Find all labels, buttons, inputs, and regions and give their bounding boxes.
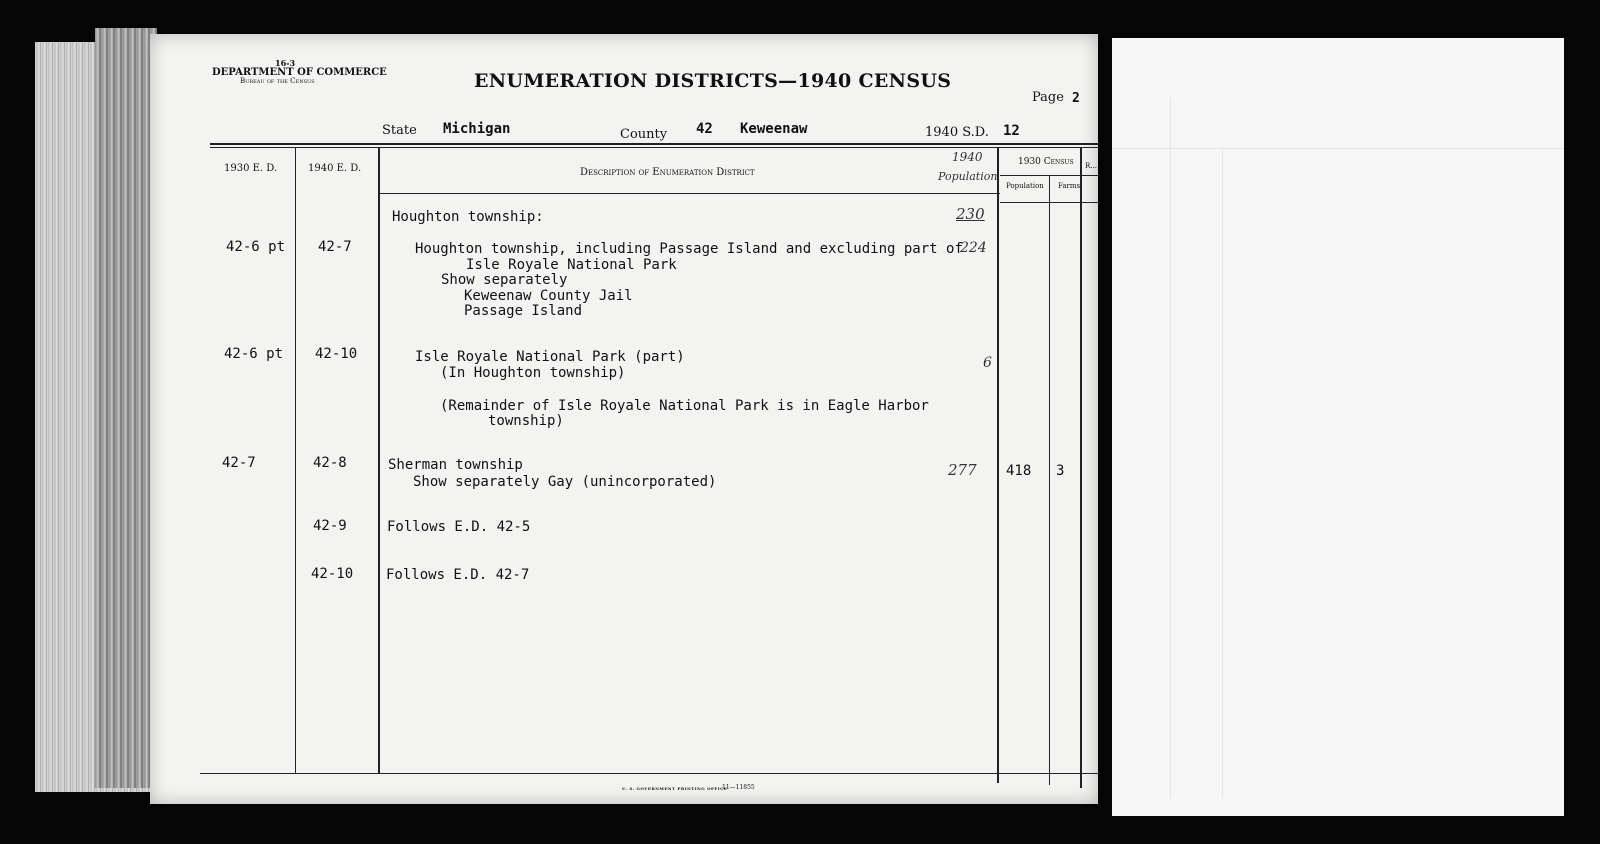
page-number: 2 — [1072, 91, 1080, 106]
bureau-name: Bureau of the Census — [240, 77, 315, 85]
row-2-desc-1: (In Houghton township) — [440, 365, 626, 381]
county-code: 42 — [696, 121, 713, 137]
col-header-farms: Farms — [1058, 182, 1081, 190]
book-binding-edges — [95, 28, 157, 788]
department-name: DEPARTMENT OF COMMERCE — [212, 67, 387, 78]
state-label: State — [382, 123, 417, 138]
col-header-1940-year: 1940 — [952, 150, 983, 164]
state-value: Michigan — [443, 121, 511, 137]
col-header-extra: R... — [1085, 162, 1097, 170]
row-2-pop1940: 6 — [983, 355, 992, 371]
county-name: Keweenaw — [740, 121, 808, 137]
row-5-ed1940: 42-10 — [311, 566, 354, 582]
col-divider-4 — [1049, 175, 1050, 785]
row-1-pop1940: 224 — [960, 240, 987, 256]
col-header-1930-census: 1930 Census — [1018, 157, 1074, 167]
col-divider-2 — [378, 148, 380, 773]
table-top-rule-2 — [210, 147, 1098, 148]
table-top-rule — [210, 143, 1098, 145]
col-header-population: Population — [1006, 182, 1044, 190]
row-3-desc-0: Sherman township — [388, 457, 523, 473]
sd-value: 12 — [1003, 123, 1020, 139]
table-bottom-rule — [200, 773, 1098, 774]
row-2-desc-2: (Remainder of Isle Royale National Park is in Eagle Harbor — [440, 398, 929, 414]
row-1-desc-3: Keweenaw County Jail — [464, 288, 633, 304]
col-divider-1 — [295, 148, 296, 773]
col-header-1940-ed: 1940 E. D. — [308, 163, 362, 174]
col-divider-3 — [997, 148, 999, 783]
row-3-ed1930: 42-7 — [222, 455, 256, 471]
row-3-desc-1: Show separately Gay (unincorporated) — [413, 474, 717, 490]
row-2-desc-3: township) — [488, 413, 564, 429]
row-1-desc-2: Show separately — [441, 272, 568, 288]
county-label: County — [620, 127, 668, 142]
row-2-desc-0: Isle Royale National Park (part) — [415, 349, 685, 365]
row-2-ed1940: 42-10 — [315, 346, 358, 362]
col-header-1940-population: Population — [938, 170, 998, 183]
col-divider-5 — [1080, 148, 1082, 788]
row-3-ed1940: 42-8 — [313, 455, 347, 471]
header-bottom-rule — [380, 193, 1000, 194]
page-title: ENUMERATION DISTRICTS—1940 CENSUS — [474, 70, 952, 92]
facing-page — [1112, 38, 1564, 816]
row-3-pop1930: 418 — [1006, 463, 1032, 479]
row-0-pop1940: 230 — [956, 205, 985, 223]
row-0-desc-0: Houghton township: — [392, 209, 544, 225]
row-1-desc-4: Passage Island — [464, 303, 583, 319]
row-1-ed1940: 42-7 — [318, 239, 352, 255]
row-5-desc-0: Follows E.D. 42-7 — [386, 567, 530, 583]
col-header-description: Description of Enumeration District — [580, 167, 755, 178]
row-1-ed1930: 42-6 pt — [226, 239, 286, 255]
col-header-1930-ed: 1930 E. D. — [224, 163, 278, 174]
form-code: 11—11855 — [722, 784, 755, 791]
form-number: 16-3 — [275, 58, 296, 68]
row-1-desc-0: Houghton township, including Passage Island and excluding part of — [415, 241, 963, 257]
printing-office-note: U. S. GOVERNMENT PRINTING OFFICE — [622, 786, 728, 791]
row-1-desc-1: Isle Royale National Park — [466, 257, 677, 273]
row-3-pop1940: 277 — [948, 461, 977, 479]
sd-label: 1940 S.D. — [925, 125, 989, 140]
page-label: Page — [1032, 90, 1064, 105]
row-2-ed1930: 42-6 pt — [224, 346, 284, 362]
row-3-farms: 3 — [1056, 463, 1065, 479]
row-4-desc-0: Follows E.D. 42-5 — [387, 519, 531, 535]
row-4-ed1940: 42-9 — [313, 518, 347, 534]
